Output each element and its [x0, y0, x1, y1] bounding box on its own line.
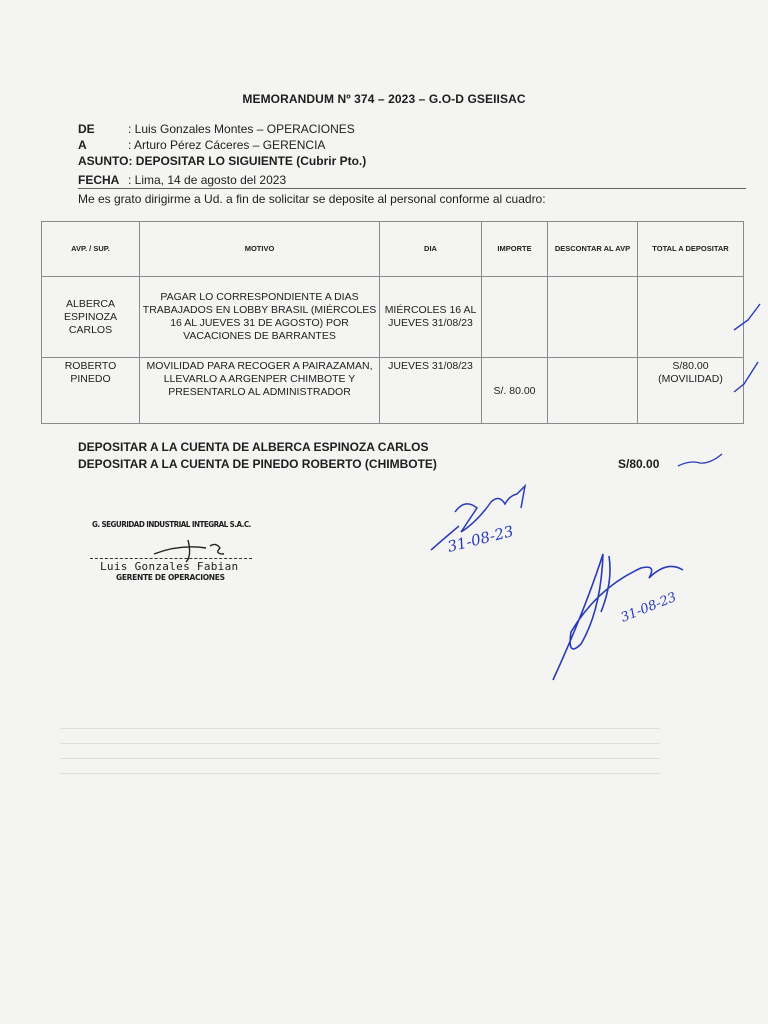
header-divider [78, 188, 746, 189]
cell-descontar [548, 277, 638, 358]
memo-title: MEMORANDUM Nº 374 – 2023 – G.O-D GSEIISAC [242, 92, 526, 106]
fecha-value: : Lima, 14 de agosto del 2023 [128, 173, 287, 187]
header-de [78, 121, 355, 137]
stamp-company: G. SEGURIDAD INDUSTRIAL INTEGRAL S.A.C. [92, 520, 251, 529]
cell-motivo: PAGAR LO CORRESPONDIENTE A DIAS TRABAJADOS EN LOBBY BRASIL (MIÉRCOLES 16 AL JUEVES 31 DE AGOSTO) POR VACACIONES DE BARRANTES [140, 277, 380, 358]
amount-check-icon [676, 452, 726, 472]
cell-importe [482, 277, 548, 358]
cell-dia: MIÉRCOLES 16 AL JUEVES 31/08/23 [380, 277, 482, 358]
asunto-value: DEPOSITAR LO SIGUIENTE (Cubrir Pto.) [135, 154, 367, 168]
stamp-role: GERENTE DE OPERACIONES [116, 573, 225, 582]
signature-1 [425, 482, 545, 562]
a-value: : Arturo Pérez Cáceres – GERENCIA [128, 138, 326, 152]
stamp-signature-line [90, 558, 252, 559]
intro-text: Me es grato dirigirme a Ud. a fin de solicitar se deposite al personal conforme al cuadro: [78, 192, 546, 206]
cell-avp: ALBERCA ESPINOZA CARLOS [42, 277, 140, 358]
col-header-descontar: DESCONTAR AL AVP [548, 222, 638, 277]
cell-total [638, 277, 744, 358]
table-row [42, 277, 744, 358]
deposit-table [41, 221, 744, 424]
col-header-importe: IMPORTE [482, 222, 548, 277]
check-mark-icon [730, 300, 764, 400]
signature-2 [545, 540, 695, 690]
bleed-through-lines [60, 728, 660, 788]
stamp-name: Luis Gonzales Fabian [100, 560, 239, 573]
cell-importe: S/. 80.00 [482, 358, 548, 424]
deposit-line-1: DEPOSITAR A LA CUENTA DE ALBERCA ESPINOZA CARLOS [78, 440, 429, 454]
cell-avp: ROBERTO PINEDO [42, 358, 140, 424]
col-header-total: TOTAL A DEPOSITAR [638, 222, 744, 277]
header-a [78, 137, 325, 153]
col-header-motivo: MOTIVO [140, 222, 380, 277]
signature-2-date: 31-08-23 [618, 589, 679, 626]
fecha-label: FECHA [78, 173, 120, 187]
table-row [42, 358, 744, 424]
a-label: A [78, 138, 87, 152]
deposit-amount: S/80.00 [618, 457, 660, 471]
col-header-avp: AVP. / SUP. [42, 222, 140, 277]
company-stamp [90, 520, 290, 600]
col-header-dia: DIA [380, 222, 482, 277]
cell-dia: JUEVES 31/08/23 [380, 358, 482, 424]
cell-motivo: MOVILIDAD PARA RECOGER A PAIRAZAMAN, LLEVARLO A ARGENPER CHIMBOTE Y PRESENTARLO AL ADMINISTRADOR [140, 358, 380, 424]
asunto-label: ASUNTO: [78, 154, 133, 168]
de-label: DE [78, 122, 95, 136]
table-header-row [42, 222, 744, 277]
header-asunto [78, 153, 366, 169]
cell-descontar [548, 358, 638, 424]
de-value: : Luis Gonzales Montes – OPERACIONES [128, 122, 355, 136]
cell-total: S/80.00 (MOVILIDAD) [638, 358, 744, 424]
deposit-line-2: DEPOSITAR A LA CUENTA DE PINEDO ROBERTO (CHIMBOTE) [78, 457, 437, 471]
signature-1-date: 31-08-23 [445, 522, 516, 556]
header-fecha [78, 172, 286, 188]
